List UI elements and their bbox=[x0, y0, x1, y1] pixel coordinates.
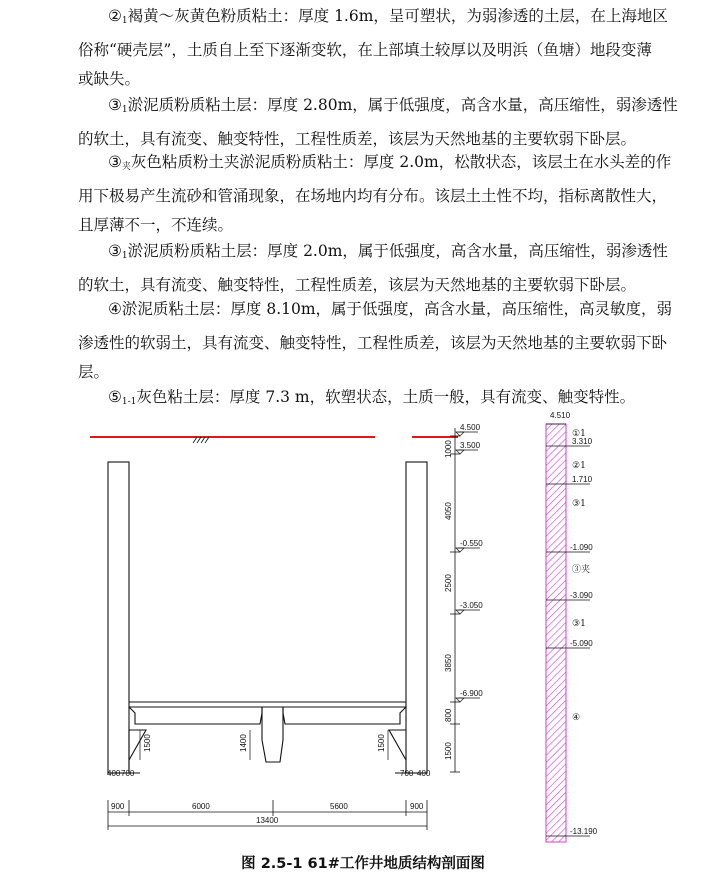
total-width: 13400 bbox=[256, 816, 279, 825]
paragraph-3-line-2: 用下极易产生流砂和管涌现象，在场地内均有分布。该层土土性不均，指标离散性大， bbox=[78, 187, 668, 205]
paragraph-1-line-1: $②_1$褐黄～灰黄色粉质粘土：厚度 1.6m，呈可塑状，为弱渗透的土层，在上海地区 bbox=[108, 7, 668, 26]
paragraph-5-line-2: 渗透性的软弱土，具有流变、触变特性，工程性质差，该层为天然地基的主要软弱下卧 bbox=[78, 334, 668, 352]
stratum-1: ①1 bbox=[572, 429, 586, 439]
elevation-4: -3.050 bbox=[460, 601, 483, 610]
paragraph-5-line-3: 层。 bbox=[78, 363, 110, 381]
strata-elevation-5: -3.090 bbox=[570, 591, 593, 600]
elevation-3: -0.550 bbox=[460, 539, 483, 548]
horizontal-dim-3: 5600 bbox=[330, 802, 348, 811]
paragraph-4 bbox=[78, 237, 690, 300]
base-label-3: 700 bbox=[400, 769, 414, 778]
stratum-6: ④ bbox=[572, 713, 581, 723]
base-label-4: 400 bbox=[417, 769, 431, 778]
inner-dim-right: 1500 bbox=[377, 734, 386, 752]
vertical-dim-4: 3850 bbox=[444, 654, 453, 672]
stratum-3: ③1 bbox=[572, 499, 586, 509]
paragraph-1 bbox=[78, 2, 690, 94]
paragraph-4-line-1: $③_1$淤泥质粉质粘土层：厚度 2.0m，属于低强度，高含水量，高压缩性，弱渗透性 bbox=[108, 242, 668, 261]
strata-column bbox=[546, 424, 566, 842]
elevation-1: 4.500 bbox=[460, 423, 481, 432]
vertical-dim-2: 4050 bbox=[444, 502, 453, 520]
horizontal-dim-chain bbox=[108, 800, 427, 830]
figure-caption: 图 2.5-1 61#工作井地质结构剖面图 bbox=[241, 856, 485, 872]
strata-elevation-1: 4.510 bbox=[550, 411, 571, 420]
inner-dim-center: 1400 bbox=[239, 734, 248, 752]
paragraph-1-line-2: 俗称“硬壳层”，土质自上至下逐渐变软，在上部填土较厚以及明浜（鱼塘）地段变薄 bbox=[78, 41, 652, 59]
horizontal-dim-2: 6000 bbox=[192, 802, 210, 811]
vertical-dim-6: 1500 bbox=[444, 742, 453, 760]
shaft-structure bbox=[108, 462, 427, 773]
paragraph-2 bbox=[78, 91, 690, 154]
paragraph-5 bbox=[78, 295, 690, 387]
stratum-4: ③夹 bbox=[572, 565, 591, 575]
shaft-section-drawing bbox=[0, 405, 726, 845]
elevation-5: -6.900 bbox=[460, 689, 483, 698]
paragraph-3 bbox=[78, 148, 690, 240]
paragraph-1-line-3: 或缺失。 bbox=[78, 70, 141, 88]
paragraph-2-line-2: 的软土，具有流变、触变特性，工程性质差，该层为天然地基的主要软弱下卧层。 bbox=[78, 130, 637, 148]
vertical-dim-3: 2500 bbox=[444, 574, 453, 592]
paragraph-6-line-1: $⑤_{1-1}$灰色粘土层：厚度 7.3 m，软塑状态，土质一般，具有流变、触变特性。 bbox=[108, 388, 636, 407]
strata-elevation-2: 3.310 bbox=[572, 437, 593, 446]
base-label-2: 700 bbox=[121, 769, 135, 778]
strata-elevation-3: 1.710 bbox=[572, 475, 593, 484]
strata-elevation-6: -5.090 bbox=[570, 639, 593, 648]
vertical-dim-5: 800 bbox=[444, 708, 453, 722]
elevation-2: 3.500 bbox=[460, 441, 481, 450]
strata-elevation-7: -13.190 bbox=[570, 827, 598, 836]
paragraph-3-line-1: $③_夹$灰色粘质粉土夹淤泥质粉质粘土：厚度 2.0m，松散状态，该层土在水头差的作 bbox=[108, 153, 672, 172]
horizontal-dim-1: 900 bbox=[111, 802, 125, 811]
paragraph-5-line-1: ④淤泥质粘土层：厚度 8.10m，属于低强度，高含水量，高压缩性，高灵敏度，弱 bbox=[108, 300, 673, 318]
stratum-5: ③1 bbox=[572, 619, 586, 629]
paragraph-2-line-1: $③_1$淤泥质粉质粘土层：厚度 2.80m，属于低强度，高含水量，高压缩性，弱渗透性 bbox=[108, 96, 678, 115]
paragraph-3-line-3: 且厚薄不一，不连续。 bbox=[78, 216, 234, 234]
vertical-dim-1: 1000 bbox=[444, 440, 453, 458]
base-label-1: 400 bbox=[107, 769, 121, 778]
strata-elevation-4: -1.090 bbox=[570, 543, 593, 552]
inner-dim-left: 1500 bbox=[143, 734, 152, 752]
horizontal-dim-4: 900 bbox=[410, 802, 424, 811]
stratum-2: ②1 bbox=[572, 461, 586, 471]
paragraph-4-line-2: 的软土，具有流变、触变特性，工程性质差，该层为天然地基的主要软弱下卧层。 bbox=[78, 276, 637, 294]
